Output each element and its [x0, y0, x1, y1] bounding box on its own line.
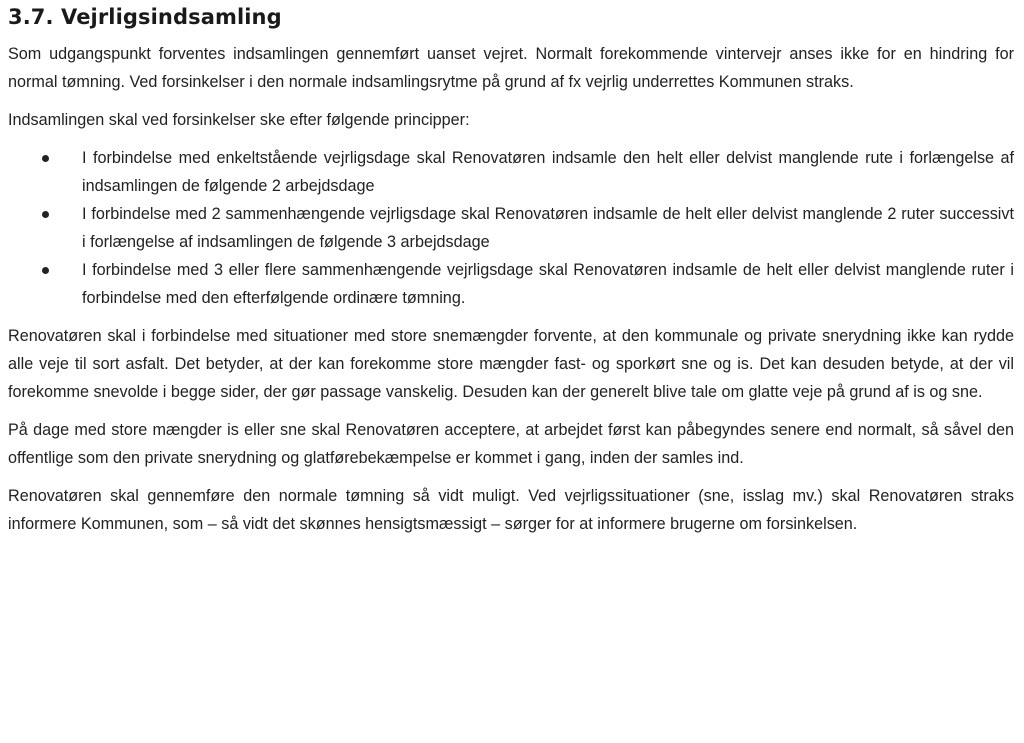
list-item-text: I forbindelse med 3 eller flere sammenhængende vejrligsdage skal Renovatøren indsamle de helt eller delvist manglende ruter i forbindelse med den efterfølgende ordinære tømning.: [82, 261, 1014, 307]
paragraph-principles-intro: Indsamlingen skal ved forsinkelser ske efter følgende principper:: [8, 111, 470, 129]
list-item: [8, 256, 1014, 312]
paragraph-inform: Renovatøren skal gennemføre den normale tømning så vidt muligt. Ved vejrligssituationer (sne, isslag mv.) skal Renovatøren straks informere Kommunen, som – så vidt det skønnes hensigtsmæssigt – sørger for at informere brugerne om forsinkelsen.: [8, 487, 1014, 533]
list-item: [8, 144, 1014, 200]
bullet-icon: [42, 211, 49, 218]
bullet-icon: [42, 155, 49, 162]
list-item-text: I forbindelse med enkeltstående vejrligsdage skal Renovatøren indsamle den helt eller delvist manglende rute i forlængelse af indsamlingen de følgende 2 arbejdsdage: [82, 149, 1014, 195]
bullet-icon: [42, 267, 49, 274]
section-heading: 3.7. Vejrligsindsamling: [8, 5, 282, 29]
list-item-text: I forbindelse med 2 sammenhængende vejrligsdage skal Renovatøren indsamle de helt eller delvist manglende 2 ruter successivt i forlængelse af indsamlingen de følgende 3 arbejdsdage: [82, 205, 1014, 251]
paragraph-ice-days: På dage med store mængder is eller sne skal Renovatøren acceptere, at arbejdet først kan påbegyndes senere end normalt, så såvel den offentlige som den private snerydning og glatførebekæmpelse er kommet i gang, inden der samles ind.: [8, 421, 1014, 467]
paragraph-snow: Renovatøren skal i forbindelse med situationer med store snemængder forvente, at den kommunale og private snerydning ikke kan rydde alle veje til sort asfalt. Det betyder, at der kan forekomme store mængder fast- og sporkørt sne og is. Det kan desuden betyde, at der vil forekomme snevolde i begge sider, der gør passage vanskelig. Desuden kan der generelt blive tale om glatte veje på grund af is og sne.: [8, 327, 1014, 401]
list-item: [8, 200, 1014, 256]
paragraph-intro: Som udgangspunkt forventes indsamlingen gennemført uanset vejret. Normalt forekommende vintervejr anses ikke for en hindring for normal tømning. Ved forsinkelser i den normale indsamlingsrytme på grund af fx vejrlig underrettes Kommunen straks.: [8, 45, 1014, 91]
principles-list: [8, 144, 1014, 312]
